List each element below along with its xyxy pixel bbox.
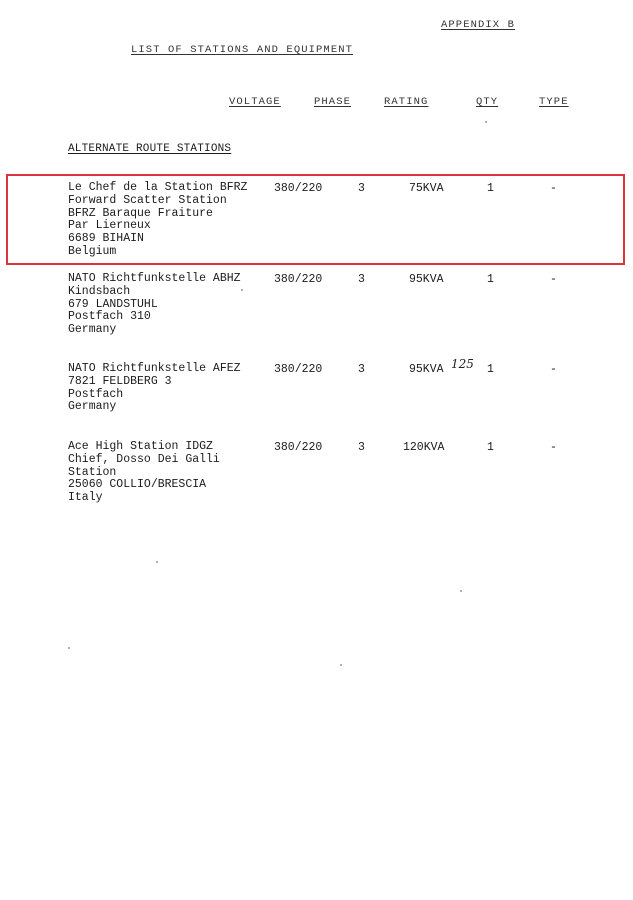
voltage-cell: 380/220 (274, 441, 323, 454)
scan-speck (241, 289, 243, 291)
station-address (68, 363, 278, 414)
address-line: Belgium (68, 244, 117, 258)
address-line: Postfach (68, 387, 124, 401)
rating-cell: 75KVA (409, 182, 444, 195)
address-line: Germany (68, 323, 117, 337)
type-cell: - (550, 363, 557, 376)
address-line: Chief, Dosso Dei Galli (68, 452, 220, 466)
column-header-voltage: VOLTAGE (229, 96, 281, 108)
address-line: Italy (68, 491, 103, 505)
phase-cell: 3 (358, 441, 365, 454)
phase-cell: 3 (358, 273, 365, 286)
address-line: Germany (68, 400, 117, 414)
qty-cell: 1 (487, 441, 494, 454)
voltage-cell: 380/220 (274, 273, 323, 286)
address-line: Le Chef de la Station BFRZ (68, 181, 248, 194)
station-address (68, 441, 278, 505)
highlight-box (6, 174, 625, 265)
column-header-rating: RATING (384, 96, 429, 108)
address-line: Postfach 310 (68, 310, 151, 324)
address-line: 25060 COLLIO/BRESCIA (68, 478, 207, 492)
document-title: LIST OF STATIONS AND EQUIPMENT (131, 44, 354, 56)
address-line: Kindsbach (68, 284, 131, 298)
address-line: Ace High Station IDGZ (68, 440, 213, 453)
column-header-phase: PHASE (314, 96, 352, 108)
section-heading: ALTERNATE ROUTE STATIONS (68, 143, 232, 155)
appendix-label: APPENDIX B (441, 19, 516, 31)
address-line: Par Lierneux (68, 219, 151, 233)
qty-cell: 1 (487, 273, 494, 286)
scan-speck (68, 647, 70, 649)
address-line: 6689 BIHAIN (68, 232, 144, 246)
column-header-type: TYPE (539, 96, 569, 108)
phase-cell: 3 (358, 363, 365, 376)
station-address (68, 273, 278, 337)
handwritten-note: 125 (451, 357, 474, 371)
scan-speck (460, 590, 462, 592)
address-line: NATO Richtfunkstelle ABHZ (68, 272, 241, 285)
voltage-cell: 380/220 (274, 363, 323, 376)
phase-cell: 3 (358, 182, 365, 195)
address-line: NATO Richtfunkstelle AFEZ (68, 362, 241, 375)
rating-cell: 95KVA (409, 363, 444, 376)
rating-cell: 95KVA (409, 273, 444, 286)
address-line: BFRZ Baraque Fraiture (68, 206, 213, 220)
rating-cell: 120KVA (403, 441, 445, 454)
address-line: 679 LANDSTUHL (68, 297, 158, 311)
qty-cell: 1 (487, 363, 494, 376)
voltage-cell: 380/220 (274, 182, 323, 195)
scan-speck (156, 561, 158, 563)
qty-cell: 1 (487, 182, 494, 195)
type-cell: - (550, 273, 557, 286)
type-cell: - (550, 441, 557, 454)
scan-speck (485, 121, 487, 123)
address-line: 7821 FELDBERG 3 (68, 374, 172, 388)
column-header-qty: QTY (476, 96, 499, 108)
address-line: Station (68, 465, 117, 479)
address-line: Forward Scatter Station (68, 193, 227, 207)
scan-speck (340, 664, 342, 666)
type-cell: - (550, 182, 557, 195)
